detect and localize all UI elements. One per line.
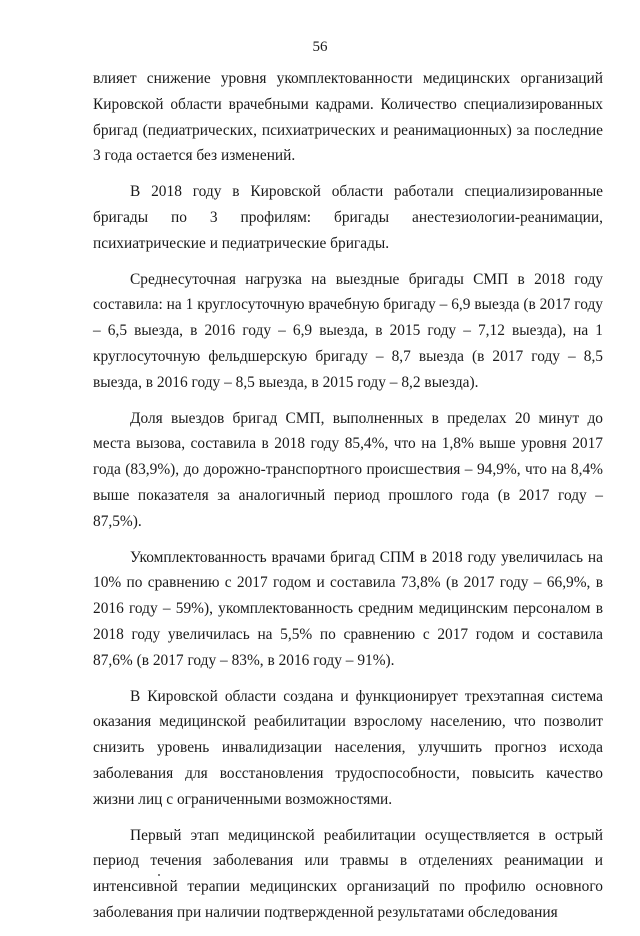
- paragraph-3: Среднесуточная нагрузка на выездные бригады СМП в 2018 году составила: на 1 круглосуточную врачебную бригаду – 6,9 выезда (в 2017 году – 6,5 выезда, в 2016 году – 6,9 выезда, в 2015 году – 7,12 выезда), на 1 круглосуточную фельдшерскую бригаду – 8,7 выезда (в 2017 году – 8,5 выезда, в 2016 году – 8,5 выезда, в 2015 году – 8,2 выезда).: [93, 270, 603, 391]
- paragraph-1: влияет снижение уровня укомплектованности медицинских организаций Кировской области врачебными кадрами. Количество специализированных бригад (педиатрических, психиатрических и реанимационных) за последние 3 года остается без изменений.: [93, 70, 603, 165]
- page-number: 56: [312, 39, 328, 55]
- scan-artifact: [158, 874, 160, 876]
- paragraph-2: В 2018 году в Кировской области работали специализированные бригады по 3 профилям: бригады анестезиологии-реанимации, психиатрические и педиатрические бригады.: [93, 183, 603, 252]
- paragraph-7: Первый этап медицинской реабилитации осуществляется в острый период течения заболевания или травмы в отделениях реанимации и интенсивной терапии медицинских организаций по профилю основного заболевания при наличии подтвержденной результатами обследования: [93, 826, 603, 921]
- document-body: [93, 66, 603, 936]
- paragraph-6: В Кировской области создана и функционирует трехэтапная система оказания медицинской реабилитации взрослому населению, что позволит снизить уровень инвалидизации населения, улучшить прогноз исхода заболевания для восстановления трудоспособности, повысить качество жизни лиц с ограниченными возможностями.: [93, 687, 603, 808]
- paragraph-4: Доля выездов бригад СМП, выполненных в пределах 20 минут до места вызова, составила в 2018 году 85,4%, что на 1,8% выше уровня 2017 года (83,9%), до дорожно-транспортного происшествия – 94,9%, что на 8,4% выше показателя за аналогичный период прошлого года (в 2017 году – 87,5%).: [93, 409, 603, 530]
- paragraph-5: Укомплектованность врачами бригад СПМ в 2018 году увеличилась на 10% по сравнению с 2017 годом и составила 73,8% (в 2017 году – 66,9%, в 2016 году – 59%), укомплектованность средним медицинским персоналом в 2018 году увеличилась на 5,5% по сравнению с 2017 годом и составила 87,6% (в 2017 году – 83%, в 2016 году – 91%).: [93, 548, 603, 669]
